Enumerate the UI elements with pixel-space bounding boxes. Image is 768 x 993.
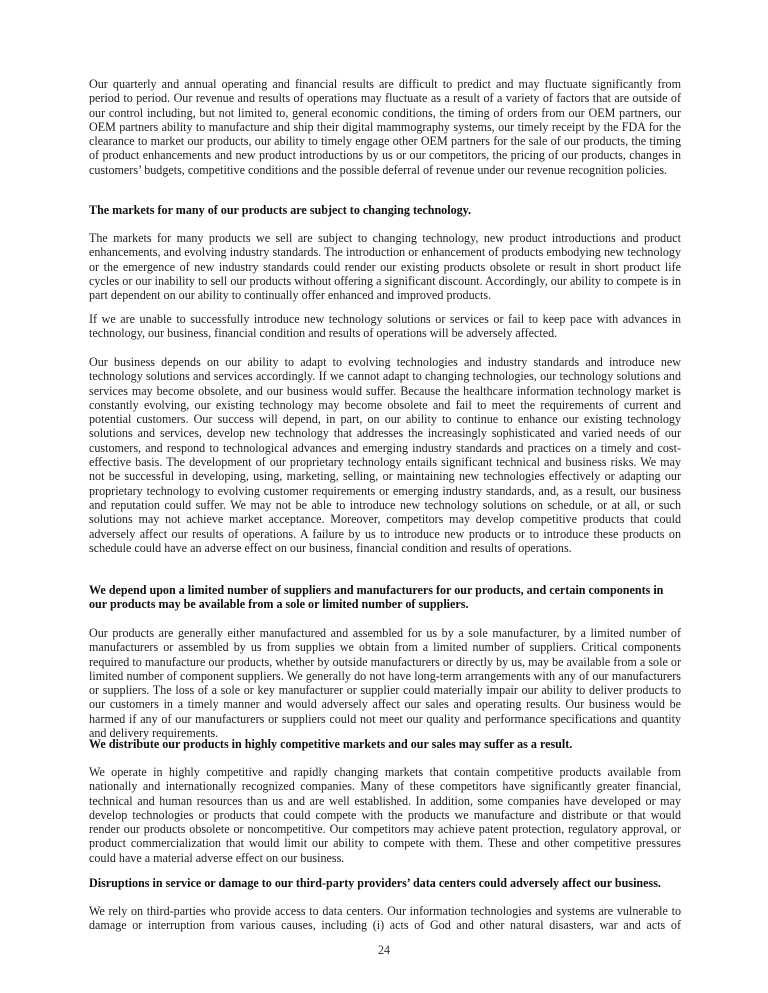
- paragraph-markets-technology: The markets for many products we sell are subject to changing technology, new product introductions and product enhancements, and evolving industry standards. The introduction or enhancement of products embodying new technology or the emergence of new industry standards could render our existing products obsolete or result in short product life cycles or our inability to sell our products without offering a significant discount. Accordingly, our ability to compete is in part dependent on our ability to continually offer enhanced and improved products.: [89, 231, 681, 303]
- heading-suppliers-manufacturers: We depend upon a limited number of suppliers and manufacturers for our products, and certain components in our products may be available from a sole or limited number of suppliers.: [89, 583, 664, 612]
- paragraph-adapt-technologies: Our business depends on our ability to adapt to evolving technologies and industry standards and introduce new technology solutions and services accordingly. If we cannot adapt to changing technologies, our technology solutions and services may become obsolete, and our business would suffer. Because the healthcare information technology market is constantly evolving, our existing technology may become obsolete and fail to meet the requirements of current and potential customers. Our success will depend, in part, on our ability to continue to enhance our existing technology solutions and services, develop new technology that addresses the increasingly sophisticated and varied needs of our customers, and respond to technological advances and emerging industry standards and practices on a timely and cost-effective basis. The development of our proprietary technology entails significant technical and business risks. We may not be successful in developing, using, marketing, selling, or maintaining new technologies effectively or adapting our proprietary technology to evolving customer requirements or emerging industry standards, and, as a result, our business and reputation could suffer. We may not be able to introduce new technology solutions on schedule, or at all, or such solutions may not achieve market acceptance. Moreover, competitors may develop competitive products that could adversely affect our results of operations. A failure by us to introduce new products or to introduce these products on schedule could have an adverse effect on our business, financial condition and results of operations.: [89, 355, 681, 555]
- paragraph-data-centers: We rely on third-parties who provide access to data centers. Our information technologies and systems are vulnerable to damage or interruption from various causes, including (i) acts of God and other natural disasters, war and acts of: [89, 904, 681, 933]
- paragraph-quarterly-results: Our quarterly and annual operating and financial results are difficult to predict and may fluctuate significantly from period to period. Our revenue and results of operations may fluctuate as a result of a variety of factors that are outside of our control including, but not limited to, general economic conditions, the timing of orders from our OEM partners, our OEM partners ability to manufacture and ship their digital mammography systems, our timely receipt by the FDA for the clearance to market our products, our ability to timely engage other OEM partners for the sale of our products, the timing of product enhancements and new product introductions by us or our competitors, the pricing of our products, changes in customers’ budgets, competitive conditions and the possible deferral of revenue under our revenue recognition policies.: [89, 77, 681, 177]
- paragraph-competitive-markets: We operate in highly competitive and rapidly changing markets that contain competitive products available from nationally and internationally recognized companies. Many of these competitors have significantly greater financial, technical and human resources than us and are well established. In addition, some companies have developed or may develop technologies or products that could compete with the products we manufacture and distribute or that would render our products obsolete or noncompetitive. Our competitors may achieve patent protection, regulatory approval, or product commercialization that would limit our ability to compete with them. These and other competitive pressures could have a material adverse effect on our business.: [89, 765, 681, 865]
- paragraph-new-technology-solutions: If we are unable to successfully introduce new technology solutions or services or fail to keep pace with advances in technology, our business, financial condition and results of operations will be adversely affected.: [89, 312, 681, 341]
- heading-changing-technology: The markets for many of our products are subject to changing technology.: [89, 203, 472, 217]
- paragraph-suppliers: Our products are generally either manufactured and assembled for us by a sole manufacturer, by a limited number of manufacturers or assembled by us from supplies we obtain from a limited number of suppliers. Critical components required to manufacture our products, whether by outside manufacturers or directly by us, may be available from a sole or limited number of component suppliers. We generally do not have long-term arrangements with any of our manufacturers or suppliers. The loss of a sole or key manufacturer or supplier could materially impair our ability to deliver products to our customers in a timely manner and would adversely affect our sales and operating results. Our business would be harmed if any of our manufacturers or suppliers could not meet our quality and performance specifications and quantity and delivery requirements.: [89, 626, 681, 741]
- page-number: 24: [377, 943, 391, 957]
- heading-data-centers: Disruptions in service or damage to our third-party providers’ data centers could adversely affect our business.: [89, 876, 661, 890]
- heading-competitive-markets: We distribute our products in highly competitive markets and our sales may suffer as a result.: [89, 737, 573, 751]
